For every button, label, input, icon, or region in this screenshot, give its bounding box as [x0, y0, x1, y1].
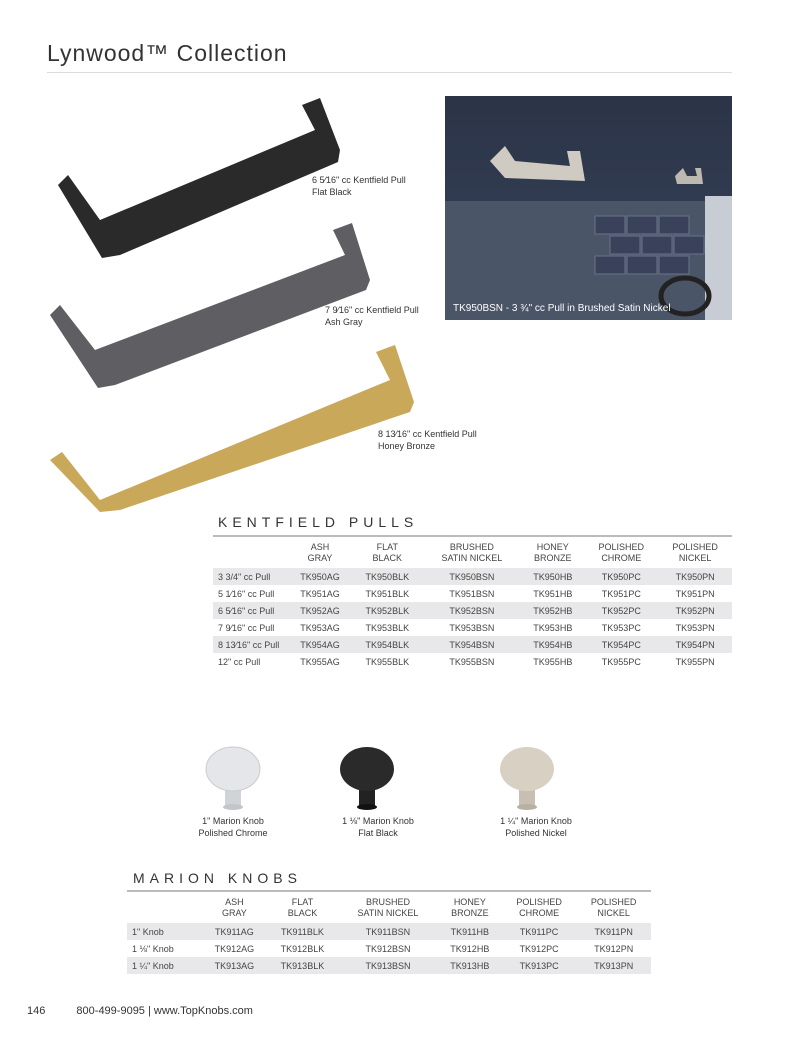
- part-number: TK950AG: [288, 568, 352, 585]
- part-number: TK951BSN: [449, 588, 495, 599]
- knob-caption-size: 1 ¼" Marion Knob: [500, 816, 572, 826]
- column-header-line: BLACK: [372, 553, 403, 563]
- knob-caption: [173, 815, 293, 839]
- table-row: [213, 585, 732, 602]
- polished-chrome-knob-image: [206, 747, 260, 810]
- column-header: [288, 542, 352, 568]
- title-divider: [47, 72, 732, 73]
- table-row: [127, 957, 651, 974]
- column-header: [438, 897, 502, 923]
- column-header-line: POLISHED: [672, 542, 718, 552]
- column-header-line: NICKEL: [597, 908, 630, 918]
- column-header: [202, 897, 267, 923]
- column-header: [423, 542, 522, 568]
- knob-caption: [476, 815, 596, 839]
- part-number: TK913HB: [438, 957, 502, 974]
- part-number: TK950PC: [584, 568, 658, 585]
- column-header-line: BRONZE: [534, 553, 572, 563]
- column-header: [352, 542, 423, 568]
- part-number: TK951PC: [601, 588, 641, 599]
- table-row: [213, 653, 732, 670]
- column-header-line: HONEY: [453, 897, 486, 907]
- part-number: TK912BLK: [280, 943, 325, 954]
- part-number: TK913BLK: [267, 957, 338, 974]
- part-number: TK911HB: [438, 923, 502, 940]
- part-number: TK913AG: [202, 957, 267, 974]
- part-number: TK950PN: [658, 568, 732, 585]
- column-header: [338, 897, 438, 923]
- column-header-line: BRUSHED: [365, 897, 410, 907]
- pull-caption-finish: Flat Black: [312, 187, 352, 197]
- part-number: TK912PC: [519, 943, 559, 954]
- part-number: TK912AG: [214, 943, 255, 954]
- column-header: [502, 897, 577, 923]
- kentfield-divider: [213, 535, 732, 537]
- column-header-line: ASH: [310, 542, 330, 552]
- row-label: 6 5⁄16" cc Pull: [213, 602, 288, 619]
- row-label: 1 ¼" Knob: [127, 957, 202, 974]
- column-header-line: SATIN NICKEL: [441, 553, 503, 563]
- part-number: TK912BSN: [365, 943, 411, 954]
- part-number: TK954AG: [288, 636, 352, 653]
- pull-caption-size: 8 13⁄16" cc Kentfield Pull: [378, 429, 477, 439]
- part-number: TK952BSN: [423, 602, 522, 619]
- pull-caption: [378, 428, 477, 452]
- marion-table: [127, 897, 651, 974]
- column-header-line: BLACK: [287, 908, 318, 918]
- knob-caption: [318, 815, 438, 839]
- row-label: 5 1⁄16" cc Pull: [218, 588, 275, 599]
- part-number: TK954BSN: [423, 636, 522, 653]
- page-title: Lynwood™ Collection: [47, 40, 288, 66]
- page-number: 146: [27, 1005, 46, 1017]
- kentfield-table: [213, 542, 732, 670]
- knob-images: [195, 745, 575, 815]
- kentfield-heading: KENTFIELD PULLS: [218, 514, 419, 530]
- column-header-line: BRUSHED: [449, 542, 494, 552]
- marion-divider: [127, 890, 651, 892]
- knob-caption-finish: Polished Nickel: [505, 828, 567, 838]
- part-number: TK952HB: [521, 602, 584, 619]
- column-header-line: POLISHED: [598, 542, 645, 552]
- part-number: TK911BSN: [338, 923, 438, 940]
- row-label: 3 3/4" cc Pull: [213, 568, 288, 585]
- table-header-row: [213, 542, 732, 568]
- polished-nickel-knob-image: [500, 747, 554, 810]
- column-header-line: NICKEL: [678, 553, 712, 563]
- table-row: [213, 636, 732, 653]
- pull-caption-finish: Honey Bronze: [378, 441, 436, 451]
- table-row: [213, 602, 732, 619]
- kitchen-photo: [445, 96, 732, 320]
- column-header: [521, 542, 584, 568]
- part-number: TK950BLK: [352, 568, 423, 585]
- part-number: TK950BSN: [423, 568, 522, 585]
- column-header: [584, 542, 658, 568]
- part-number: TK911PN: [576, 923, 651, 940]
- part-number: TK953BLK: [365, 622, 410, 633]
- part-number: TK912PN: [594, 943, 634, 954]
- column-header: [267, 897, 338, 923]
- header-blank: [213, 542, 288, 568]
- pull-caption: [312, 174, 406, 198]
- flat-black-pull-image: [58, 98, 340, 258]
- part-number: TK955PN: [675, 656, 715, 667]
- part-number: TK954PC: [584, 636, 658, 653]
- table-row: [127, 940, 651, 957]
- column-header-line: POLISHED: [516, 897, 562, 907]
- part-number: TK951AG: [300, 588, 340, 599]
- column-header-line: ASH: [225, 897, 244, 907]
- table-row: [213, 568, 732, 585]
- column-header: [658, 542, 732, 568]
- part-number: TK955PC: [601, 656, 641, 667]
- part-number: TK953PC: [601, 622, 641, 633]
- part-number: TK954BLK: [352, 636, 423, 653]
- part-number: TK955BLK: [365, 656, 410, 667]
- part-number: TK952PC: [584, 602, 658, 619]
- part-number: TK953PN: [675, 622, 715, 633]
- part-number: TK952AG: [288, 602, 352, 619]
- footer: [27, 1005, 253, 1017]
- column-header-line: BRONZE: [451, 908, 489, 918]
- part-number: TK951HB: [533, 588, 573, 599]
- column-header-line: FLAT: [291, 897, 314, 907]
- table-row: [213, 619, 732, 636]
- part-number: TK913BSN: [338, 957, 438, 974]
- pull-caption: [325, 304, 419, 328]
- column-header-line: FLAT: [376, 542, 398, 552]
- part-number: TK954HB: [521, 636, 584, 653]
- column-header-line: CHROME: [601, 553, 642, 563]
- column-header-line: HONEY: [536, 542, 569, 552]
- flat-black-knob-image: [340, 747, 394, 810]
- knob-caption-size: 1 ⅛" Marion Knob: [342, 816, 414, 826]
- marion-heading: MARION KNOBS: [133, 870, 302, 886]
- part-number: TK913PC: [502, 957, 577, 974]
- part-number: TK952BLK: [352, 602, 423, 619]
- part-number: TK911AG: [202, 923, 267, 940]
- part-number: TK911PC: [502, 923, 577, 940]
- part-number: TK953HB: [533, 622, 573, 633]
- part-number: TK912HB: [450, 943, 490, 954]
- part-number: TK911BLK: [267, 923, 338, 940]
- part-number: TK951BLK: [365, 588, 410, 599]
- knob-caption-finish: Polished Chrome: [198, 828, 268, 838]
- part-number: TK952PN: [658, 602, 732, 619]
- part-number: TK955AG: [300, 656, 340, 667]
- header-blank: [127, 897, 202, 923]
- pull-caption-finish: Ash Gray: [325, 317, 363, 327]
- table-row: [127, 923, 651, 940]
- row-label: 8 13⁄16" cc Pull: [213, 636, 288, 653]
- row-label: 1 ⅛" Knob: [132, 943, 174, 954]
- knob-caption-size: 1" Marion Knob: [202, 816, 264, 826]
- part-number: TK955BSN: [449, 656, 495, 667]
- column-header-line: GRAY: [307, 553, 333, 563]
- column-header-line: CHROME: [519, 908, 560, 918]
- table-header-row: [127, 897, 651, 923]
- row-label: 1" Knob: [127, 923, 202, 940]
- part-number: TK955HB: [533, 656, 573, 667]
- photo-caption: TK950BSN - 3 ¾" cc Pull in Brushed Satin Nickel: [453, 303, 671, 314]
- knob-caption-finish: Flat Black: [358, 828, 398, 838]
- row-label: 7 9⁄16" cc Pull: [218, 622, 275, 633]
- column-header: [576, 897, 651, 923]
- part-number: TK953BSN: [449, 622, 495, 633]
- part-number: TK913PN: [576, 957, 651, 974]
- contact-info: 800-499-9095 | www.TopKnobs.com: [76, 1005, 253, 1017]
- column-header-line: SATIN NICKEL: [357, 908, 419, 918]
- part-number: TK954PN: [658, 636, 732, 653]
- pull-caption-size: 6 5⁄16" cc Kentfield Pull: [312, 175, 406, 185]
- row-label: 12" cc Pull: [218, 656, 261, 667]
- column-header-line: POLISHED: [590, 897, 637, 907]
- part-number: TK953AG: [300, 622, 340, 633]
- column-header-line: GRAY: [221, 908, 247, 918]
- pull-caption-size: 7 9⁄16" cc Kentfield Pull: [325, 305, 419, 315]
- part-number: TK951PN: [675, 588, 715, 599]
- part-number: TK950HB: [521, 568, 584, 585]
